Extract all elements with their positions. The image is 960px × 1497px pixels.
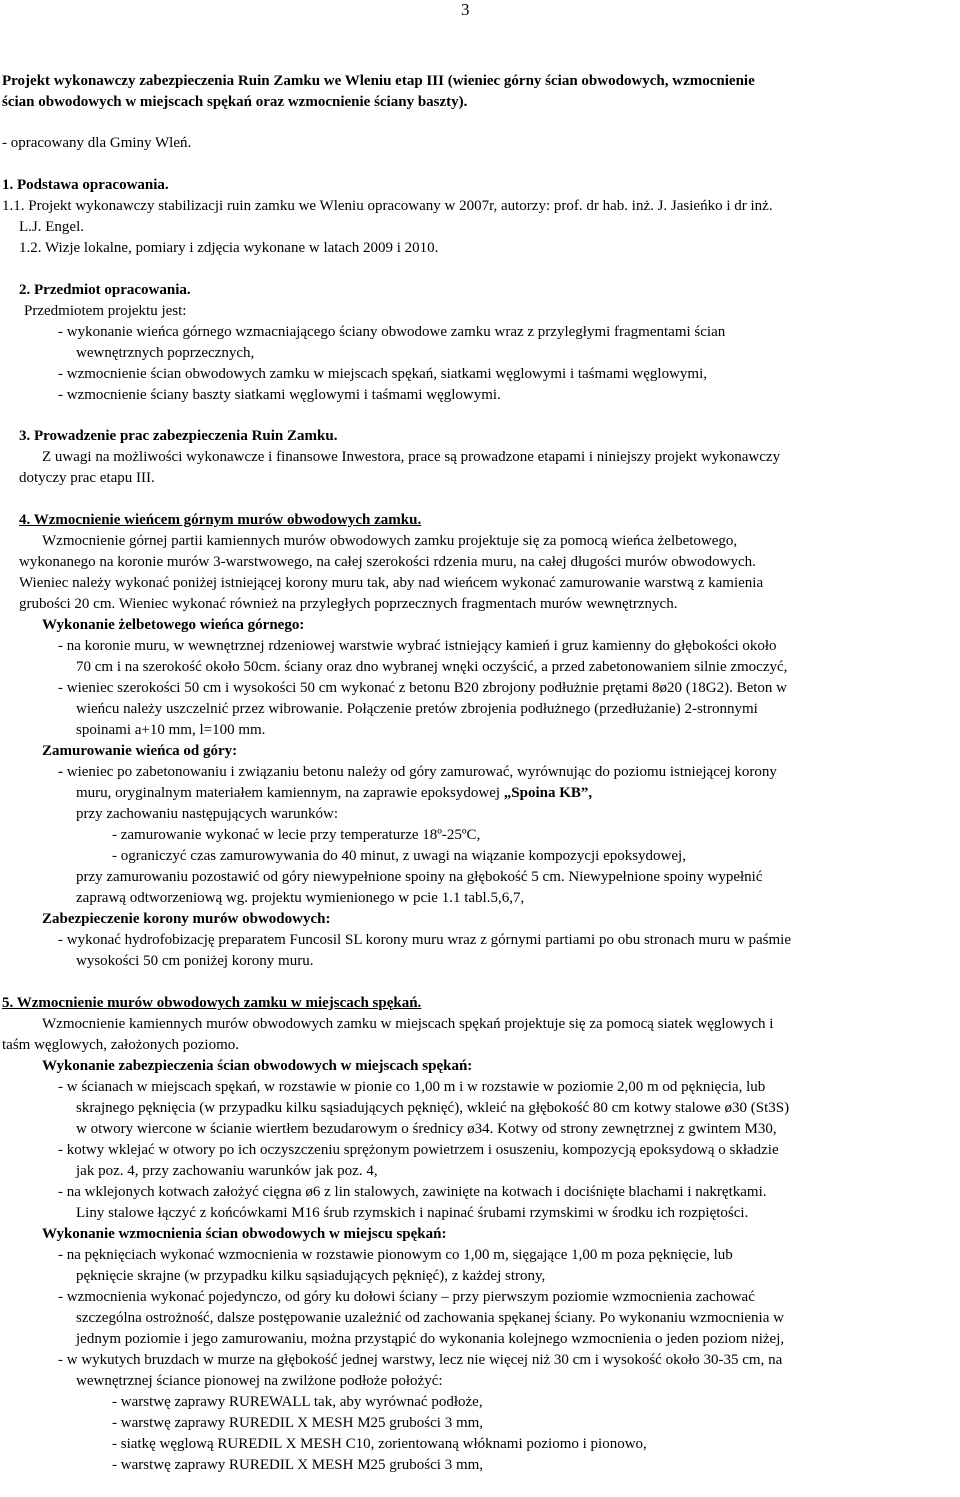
document-title-line-1: Projekt wykonawczy zabezpieczenia Ruin Zamku we Wleniu etap III (wieniec górny ścian obwodowych, wzmocnienie	[2, 73, 755, 89]
section-3-heading: 3. Prowadzenie prac zabezpieczenia Ruin Zamku.	[19, 428, 338, 444]
section-4-line-text: muru, oryginalnym materiałem kamiennym, na zaprawie epoksydowej	[76, 785, 504, 801]
section-4-line	[58, 762, 777, 782]
section-5-line: Liny stalowe łączyć z końcówkami M16 śrub rzymskich i napinać śrubami rzymskimi w środku ich rozpiętości.	[76, 1205, 749, 1221]
section-5-line: jednym poziomie i jego zamurowaniu, można przystąpić do wykonania kolejnego wzmocnienia o jeden poziom niżej,	[76, 1331, 785, 1347]
section-4-subheading: Zamurowanie wieńca od góry:	[42, 743, 238, 759]
section-4-subheading: Wykonanie żelbetowego wieńca górnego:	[42, 617, 305, 633]
section-5-line: wewnętrznej ściance pionowej na zwilżone podłoże położyć:	[76, 1373, 443, 1389]
section-4-line: Wieniec należy wykonać poniżej istniejącej korony muru tak, aby nad wieńcem wykonać zamurowanie warstwą z kamienia	[19, 575, 764, 591]
section-4-line	[76, 783, 592, 803]
section-4-heading: 4. Wzmocnienie wieńcem górnym murów obwodowych zamku.	[19, 512, 422, 528]
section-4-line: przy zamurowaniu pozostawić od góry niewypełnione spoiny na głębokość 5 cm. Niewypełnione spoiny wypełnić	[76, 869, 763, 885]
section-5-line: pęknięcie skrajne (w przypadku kilku sąsiadujących pęknięć), z każdej strony,	[76, 1268, 546, 1284]
section-1-line: 1.1. Projekt wykonawczy stabilizacji ruin zamku we Wleniu opracowany w 2007r, autorzy: prof. dr hab. inż. J. Jasieńko i dr inż.	[2, 198, 773, 214]
section-4-line: 70 cm i na szerokość około 50cm. ściany oraz dno wybranej wnęki oczyścić, a przed zabetonowaniem silnie zmoczyć,	[76, 659, 788, 675]
section-3-line: dotyczy prac etapu III.	[19, 470, 155, 486]
section-5-subheading: Wykonanie wzmocnienia ścian obwodowych w miejscu spękań:	[42, 1226, 447, 1242]
section-2-line: wewnętrznych poprzecznych,	[76, 345, 255, 361]
section-5-line: - warstwę zaprawy RUREWALL tak, aby wyrównać podłoże,	[112, 1394, 483, 1410]
section-5-line: - w ścianach w miejscach spękań, w rozstawie w pionie co 1,00 m i w rozstawie w poziomie 2,00 m od pęknięcia, lub	[58, 1079, 766, 1095]
section-4-line: - wykonać hydrofobizację preparatem Funcosil SL korony muru wraz z górnymi partiami po obu stronach muru w paśmie	[58, 932, 791, 948]
section-2-line: - wzmocnienie ścian obwodowych zamku w miejscach spękań, siatkami węglowymi i taśmami węglowymi,	[58, 366, 708, 382]
section-5-line: w otwory wiercone w ścianie wiertłem bezudarowym o średnicy ø34. Kotwy od strony zewnętrznej z gwintem M30,	[76, 1121, 777, 1137]
section-2-line: - wzmocnienie ściany baszty siatkami węglowymi i taśmami węglowymi.	[58, 387, 501, 403]
section-5-line: - warstwę zaprawy RUREDIL X MESH M25 grubości 3 mm,	[112, 1415, 484, 1431]
section-2-heading: 2. Przedmiot opracowania.	[19, 282, 191, 298]
section-1-line: 1.2. Wizje lokalne, pomiary i zdjęcia wykonane w latach 2009 i 2010.	[19, 240, 439, 256]
section-1-line: L.J. Engel.	[19, 219, 84, 235]
section-5-line: skrajnego pęknięcia (w przypadku kilku sąsiadujących pęknięć), wkleić na głębokość 80 cm kotwy stalowe ø30 (St3S)	[76, 1100, 790, 1116]
section-4-line: - na koronie muru, w wewnętrznej rdzeniowej warstwie wybrać istniejący kamień i gruz kamienny do głębokości około	[58, 638, 777, 654]
section-4-line: wykonanego na koronie murów 3-warstwowego, na całej szerokości rdzenia muru, na całej długości murów obwodowych.	[19, 554, 756, 570]
section-5-line: taśm węglowych, założonych poziomo.	[2, 1037, 240, 1053]
section-5-line: - siatkę węglową RUREDIL X MESH C10, zorientowaną włóknami poziomo i pionowo,	[112, 1436, 647, 1452]
section-5-line: - wzmocnienia wykonać pojedynczo, od góry ku dołowi ściany – przy pierwszym poziomie wzmocnienia zachować	[58, 1289, 755, 1305]
section-5-line: - na wklejonych kotwach założyć cięgna ø6 z lin stalowych, zawinięte na kotwach i dociśnięte blachami i nakrętkami.	[58, 1184, 767, 1200]
section-1-heading: 1. Podstawa opracowania.	[2, 177, 169, 193]
section-4-line-text: wieniec po zabetonowaniu i związaniu betonu należy od góry zamurować, wyrównując do poziomu istniejącej korony	[66, 764, 777, 780]
section-4-line: spoinami a+10 mm, l=100 mm.	[76, 722, 266, 738]
section-4-line: przy zachowaniu następujących warunków:	[76, 806, 338, 822]
section-5-line: - na pęknięciach wykonać wzmocnienia w rozstawie pionowym co 1,00 m, sięgające 1,00 m poza pęknięcie, lub	[58, 1247, 733, 1263]
section-4-line: zaprawą odtworzeniową wg. projektu wymienionego w pcie 1.1 tabl.5,6,7,	[76, 890, 525, 906]
prepared-for: - opracowany dla Gminy Wleń.	[2, 135, 192, 151]
section-5-line: szczególna ostrożność, dalsze postępowanie uzależnić od zachowania spękanej ściany. Po wykonaniu wzmocnienia w	[76, 1310, 784, 1326]
section-4-line: grubości 20 cm. Wieniec wykonać również na przyległych poprzecznych fragmentach murów wewnętrznych.	[19, 596, 678, 612]
section-4-line: - wieniec szerokości 50 cm i wysokości 50 cm wykonać z betonu B20 zbrojony podłużnie prętami 8ø20 (18G2). Beton w	[58, 680, 788, 696]
section-4-line: - ograniczyć czas zamurowywania do 40 minut, z uwagi na wiązanie kompozycji epoksydowej,	[112, 848, 686, 864]
section-4-line: wieńcu należy uszczelnić przez wibrowanie. Połączenie pretów zbrojenia podłużnego (przedłużanie) 2-stronnymi	[76, 701, 758, 717]
section-5-heading: 5. Wzmocnienie murów obwodowych zamku w miejscach spękań.	[2, 995, 422, 1011]
section-5-line: jak poz. 4, przy zachowaniu warunków jak poz. 4,	[76, 1163, 378, 1179]
page-number: 3	[461, 0, 470, 19]
section-4-subheading: Zabezpieczenie korony murów obwodowych:	[42, 911, 331, 927]
document-title-line-2: ścian obwodowych w miejscach spękań oraz wzmocnienie ściany baszty).	[2, 94, 468, 110]
section-4-line: Wzmocnienie górnej partii kamiennych murów obwodowych zamku projektuje się za pomocą wieńca żelbetowego,	[42, 533, 738, 549]
section-2-line: - wykonanie wieńca górnego wzmacniającego ściany obwodowe zamku wraz z przyległymi fragmentami ścian	[58, 324, 726, 340]
section-5-line: Wzmocnienie kamiennych murów obwodowych zamku w miejscach spękań projektuje się za pomocą siatek węglowych i	[42, 1016, 774, 1032]
section-4-line: - zamurowanie wykonać w lecie przy temperaturze 18º-25ºC,	[112, 827, 481, 843]
section-2-line: Przedmiotem projektu jest:	[24, 303, 187, 319]
section-5-line: - w wykutych bruzdach w murze na głębokość jednej warstwy, lecz nie więcej niż 30 cm i wysokość około 30-35 cm, na	[58, 1352, 783, 1368]
section-5-line: - warstwę zaprawy RUREDIL X MESH M25 grubości 3 mm,	[112, 1457, 484, 1473]
bullet-dash: -	[58, 764, 67, 780]
product-name: „Spoina KB”,	[503, 785, 593, 801]
section-3-line: Z uwagi na możliwości wykonawcze i finansowe Inwestora, prace są prowadzone etapami i niniejszy projekt wykonawczy	[42, 449, 781, 465]
section-5-line: - kotwy wklejać w otwory po ich oczyszczeniu sprężonym powietrzem i osuszeniu, kompozycją epoksydową o składzie	[58, 1142, 779, 1158]
section-5-subheading: Wykonanie zabezpieczenia ścian obwodowych w miejscach spękań:	[42, 1058, 473, 1074]
section-4-line: wysokości 50 cm poniżej korony muru.	[76, 953, 314, 969]
